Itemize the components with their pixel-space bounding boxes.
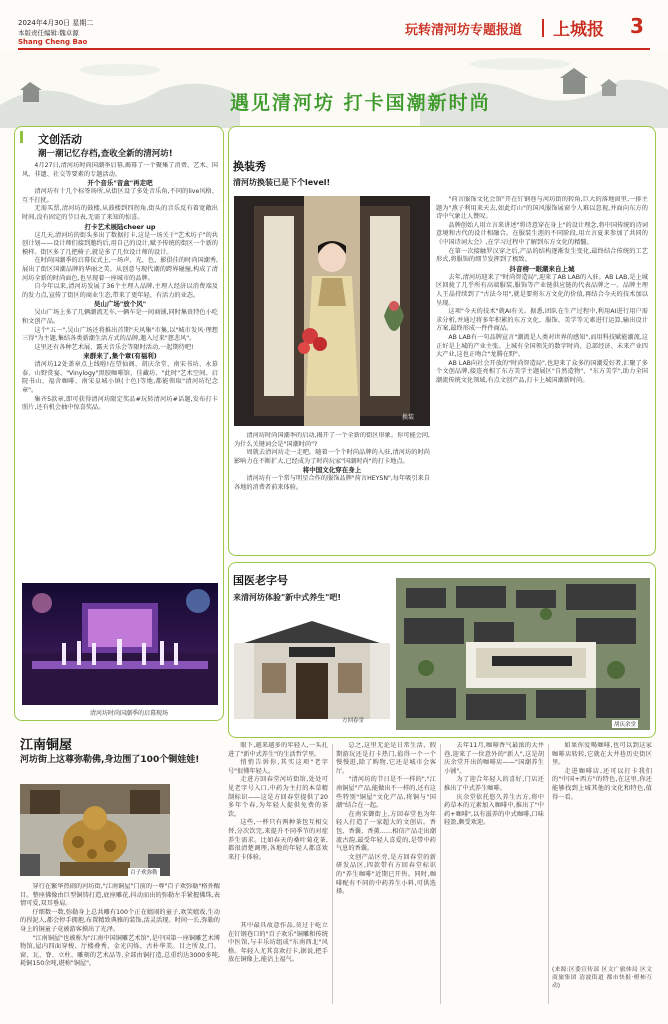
bottom-c2p2: 总之,这里无论是日常生活、假期游玩还是打卡热门,值得一个一个慢慢逛,除了购物,它还是城市会客厅。: [336, 742, 436, 775]
huqingyu-caption: 胡庆余堂: [614, 722, 637, 728]
stage-photo: [22, 583, 218, 705]
fanghuichun-image: [234, 613, 390, 719]
culture-p7: 这个"五一",吴山广场还将推出首期"天风集"市集,以"城市发风·理想三得"为主题,集结各类新潮生活方式的品牌,邀入过来"慈悲风"。: [22, 326, 218, 343]
fashion-p10: AB LAB向社会开放的"时尚智造局",也迎来了众多的国潮爱好者,汇聚了多个文创品牌,接连亮相了东方美学主题展区"自然造物"、"东方美学",助力全国潮流传统文化领域,有点文创产品,打卡上城国潮新时尚。: [436, 359, 648, 384]
culture-intro: 4月27日,清河坊时尚国潮季启幕,揭幕了一个聚集了消费、艺术、国风、非遗、社交等要素的专题活动。: [22, 162, 218, 178]
bottom-c1p2: 悄悄告诉你,其实这项"老字号"很懂年轻人。: [228, 759, 328, 775]
bottom-c3p2: 文创产品区旁,是方回春堂的新研发品区,四款带有方回春堂标识的"养生咖啡"近期已开售。同时,咖啡配有不同的中药养生小料,可供选择。: [336, 853, 436, 896]
culture-s3: 吴山广场"放个风": [93, 300, 147, 309]
fashion-p7: 去年,清河坊迎来了"时尚智造局",迎来了AB LAB的入驻。AB LAB,是上城区回拢了几乎所有高端服装,服饰等产业链供应链的代表品牌之一。品牌主理人王晶持续到了"古法今用",就是要将东方文化的价值,再结合今天的技术加以呈现。: [436, 273, 648, 307]
fanghuichun-caption: 方回春堂: [342, 718, 365, 724]
fashion-tag: 换装秀: [233, 160, 266, 173]
bottom-c3p1: 在南宋御街上,方回春堂也为年轻人打造了一家超大的文创店。香包、香囊、香薰……相信产品走出潮流古韵,最受年轻人喜爱的,是带中药气息的香囊。: [336, 810, 436, 853]
header-divider: [542, 19, 544, 37]
column-rule: [440, 744, 441, 1004]
culture-subtitle: 潮一潮记忆存档,查收全新的清河坊!: [38, 149, 173, 159]
fashion-p8: 这项"今天的技术"就AI有关。据悉,团队在生产过程中,利用AI进行用户需求分析,并通过将多年积累的东方文化、服饰、美学等元素进行运算,输出设计方案,最终形成一件件商品。: [436, 308, 648, 333]
culture-p10: 集齐5款章,即可获得清河坊限定奖品#玩转清河坊#话题,发布打卡照片,还有机会抽中惊喜奖品。: [22, 395, 218, 412]
fashion-p1: 清河坊时尚国潮季的启动,揭开了一个全新的街区形象。你可能会问,为什么关键词会是"国潮时尚"?: [234, 432, 430, 448]
bottom-col-1: [228, 742, 328, 918]
culture-s4: 来群来了,集个章(有福利): [83, 352, 157, 361]
source-credit: (来源:区委宣传部 区文广旅体局 区文商旅集团 清波街道 都市快报·橙柿互动): [552, 967, 652, 989]
culture-tag: 文创活动: [38, 133, 82, 146]
stage-photo-image: [22, 583, 218, 705]
culture-body: [22, 162, 218, 577]
page-number: 3: [630, 14, 644, 38]
column-rule: [332, 744, 333, 1004]
tcm-tag: 国医老字号: [233, 574, 288, 587]
culture-p6: 吴山广场上多了几辆潮流无车,一辆车是一间商铺,同时集贵特色小吃和文创产品。: [22, 309, 218, 325]
culture-p3: 这几天,清河坊的街头多出了数据打卡,这是一场关于"艺术坊子"的共创计划——设计师们接到邀约后,用自己的设计,赋予传统的街区一个新的模样。街区多了几把椅子,就是多了几位设计师的设计。: [22, 231, 218, 256]
jiangnan-p3: "江南铜屋"也被称为"江南中国铜雕艺术馆",是中国第一座铜雕艺术博物馆,屋内四面穿梭、厅楼叠秀、金光闪烁、古朴华美。目之所及,门、窗、瓦、脊、立柱、雕刻的艺术品等,全部由铜打造,总重约达3000多吨,耗铜150余吨,堪称"铜屋"。: [20, 934, 220, 968]
bottom-c4p1: 庆余堂依托悠久养生古方,将中药草本的元素加入咖啡中,推出了"中药+咖啡",以有滋养的中式咖啡,口味轻盈,颇受欢迎。: [444, 793, 544, 827]
bottom-col-2: [228, 922, 328, 1008]
fashion-p4: "荷言服饰文化会馆"开在钉钢巷与河坊街的转角,巨大的落地窗里,一排主题为"燕子利用来天去,如此灯山"的国风服饰展窗令人难以忽视,并面向东方的诗中气象让人赞叹。: [436, 196, 648, 221]
section-title: 玩转清河坊专题报道: [405, 23, 523, 38]
bottom-c1p1: 眼下,越来越多的年轻人,一头扎进了"新中式养生"的生活哲学里。: [228, 742, 328, 758]
bottom-c2p1: 其中最具故意作品,莫过于屹立在钉钢巷口的"百子欢乐"铜雕和传统中医馆,与丰乐坊组成"东南西北"风格。年轻人尤其喜欢打卡,据说,把手放在铜像上,能沾上福气。: [228, 922, 328, 964]
fashion-body-left: [234, 432, 430, 550]
jiangnan-subtitle: 河坊街上这尊弥勒佛,身边围了100个铜娃娃!: [20, 755, 200, 765]
fashion-s2: 抖音榜一眼潮来自上城: [509, 264, 575, 273]
tcm-subtitle: 来清河坊体验"新中式养生"吧!: [233, 593, 341, 602]
culture-p8: 这里还有各种艺术展、露天音乐会等限时活动,一起期待吧!: [34, 343, 194, 351]
brand-logo: 上城报: [553, 20, 604, 40]
bottom-c3p4: 为了迎合年轻人的喜好,门店还推出了中式养生咖啡。: [444, 776, 544, 792]
bottom-c2p3: "清河坊的节日是不一样的","江南铜屋"产品,能做出不一样的,还有这些特别"铜屋"文化产品,将铜与"国潮"结合在一起。: [336, 776, 436, 810]
jiangnan-tag: 江南铜屋: [20, 738, 73, 753]
bottom-c1p4: 这些,一杯只有两种茶包互相交替,分次饮完,来提升不同季节的对症养生需求。比如春天的桑叶菊花茶,都很清楚调理,各地的年轻人都喜欢来打卡体验。: [228, 819, 328, 861]
bottom-col-3: [444, 742, 544, 1004]
culture-p4: 在时尚国潮季的启幕仪式上,一场声、光、色、影俱佳的时尚国潮秀,展出了街区国潮品牌的华丽之美。从创意与现代潮的跨界碰撞,构成了清河坊全新的时尚面色,也呈现着一座城市的品牌。: [22, 257, 218, 282]
bottom-c4p2: 如果你爱喝咖啡,也可以到这家咖啡店转转,它就在大井巷历史街区里。: [552, 742, 652, 767]
culture-p2: 无需买票,清河坊的鼓楼,从鼓楼到四拐角,街头的音乐反有着宽敞出时间,没有固定的节目表,无需了来知的惊喜。: [22, 205, 218, 221]
bottom-col-2b: [336, 742, 436, 1004]
header-editor: 本版责任编辑:魏卓源: [18, 29, 79, 37]
fashion-p5: 品牌创始人用立言来讲述"将诗意穿在身上"的设计理念,将中国传统的诗词意境和古代的设计相融合。在服装生涯的不同阶段,用立言夏来参加了共同的《中国诗词大会》,在学习过程中了解到东方文化的精髓。: [436, 221, 648, 246]
header-date: 2024年4月30日 星期二: [18, 19, 94, 27]
stage-photo-caption: 清河坊时尚国潮季的启幕现场: [90, 710, 169, 717]
banner-title: 遇见清河坊 打卡国潮新时尚: [230, 92, 491, 114]
culture-p1: 清河坊有十几个标签场所,从街区设了多处音乐角,不同的live风格、互不打扰。: [22, 188, 218, 204]
fashion-model-photo: [234, 196, 430, 426]
culture-s1: 开个音乐"音盒"再走吧: [87, 179, 153, 188]
fashion-photo-caption: 换装: [402, 414, 415, 421]
fashion-p2: 周就去清河坊走一走吧。随着一个个时尚品牌的入驻,清河坊的时尚影响力在不断扩大,已经成为了时尚玩家"国潮时尚"的打卡地点。: [234, 449, 430, 465]
culture-s2: 打卡艺术展陆cheer up: [84, 222, 156, 231]
paper-pinyin: Shang Cheng Bao: [18, 38, 88, 46]
huqingyu-aerial-image: [396, 578, 650, 730]
fashion-p6: 在第一次接触罗汉穿之后,产品的结构逐渐发生变化,最终结合传统的工艺形式,将服饰的细节发挥到了极致。: [436, 247, 648, 264]
fashion-s1: 将中国文化穿在身上: [302, 466, 362, 475]
culture-tag-bar: [20, 131, 23, 143]
jiangnan-p1: 穿行在繁华热闹的河坊街,"江南铜屋"门前的一尊"百子欢弥勒"格外醒目。整座佛像由巨型铜铸打造,底座雕花,抖动而出的弥勒左手紧握佛珠,表情可爱,双耳垂肩。: [20, 883, 220, 908]
column-rule: [548, 744, 549, 1004]
bottom-c4p3: 走进咖啡店,还可以打卡我们的"中国+西方"的特色,在这里,你还能够找到上城其他的文化和特色,值得一看。: [552, 767, 652, 801]
fashion-body-right: [436, 196, 648, 550]
fanghuichun-photo: [234, 613, 390, 719]
bronze-buddha-photo: [20, 784, 170, 876]
huqingyu-photo: [396, 578, 650, 730]
bronze-buddha-image: [20, 784, 170, 876]
fashion-p3: 清河坊有一个常与明星合作的服饰品牌"荷言HEYSN",每年吸引来自各地的消费者前来体验。: [234, 475, 430, 491]
bottom-c3p3: 去年11月,咖啡香气最浓的大井巷,迎来了一位意外的"新人",这是胡庆余堂开出的咖啡店——"国潮养生小铺"。: [444, 742, 544, 775]
fashion-p9: AB LAB有一句品牌宣言"潮流是人类对世界的感知",而用科技赋能潮流,这正好是上城的产业主张。上城有全国领先的数字时尚、总部经济、未来产业四大产业,这也正吻合"龙腾在野"。: [436, 333, 648, 359]
fashion-subtitle: 清河坊换装已是下个level!: [233, 178, 331, 187]
fashion-model-image: [234, 196, 430, 426]
bottom-c1p3: 走进方回春堂河坊街馆,处处可见老字号入口,中药为主打的本草精制标识——这是方回春堂提供了20多年个春,为年轻人提供免费的茶饮。: [228, 776, 328, 818]
jiangnan-body: [20, 883, 220, 1005]
bronze-buddha-caption: 百子欢弥勒: [130, 870, 158, 876]
culture-p9: 清河坊12处盖章点上线啦!在望仙阁、胡庆余堂、南宋书坊、永慕泰、山野赏宴、"Vinylogy"黑胶咖啡馆、佳藏坊、"此时"艺术空间、启院书山、福含咖啡、南宋皇城小镇(十色)等地,都能领取"清河坊纪念章"。: [22, 361, 218, 395]
jiangnan-p2: 仔细数一数,弥勒身上总共雕有100个正在嬉闹的童子,欢笑嬉戏,生动的捏泥人,都会停手拥抱,布置精致典雅的装饰,活灵活现。时间一长,弥勒的身上的铜童子竟被游客摸出了光泽。: [20, 908, 220, 933]
bottom-col-4: [552, 742, 652, 962]
culture-p5: 自今年以来,清河坊发展了36个主理人品牌,主理人经济以消费端及的发力点,宣传了街区的商业生态,带来了更年轻、有活力的业态。: [22, 283, 218, 299]
